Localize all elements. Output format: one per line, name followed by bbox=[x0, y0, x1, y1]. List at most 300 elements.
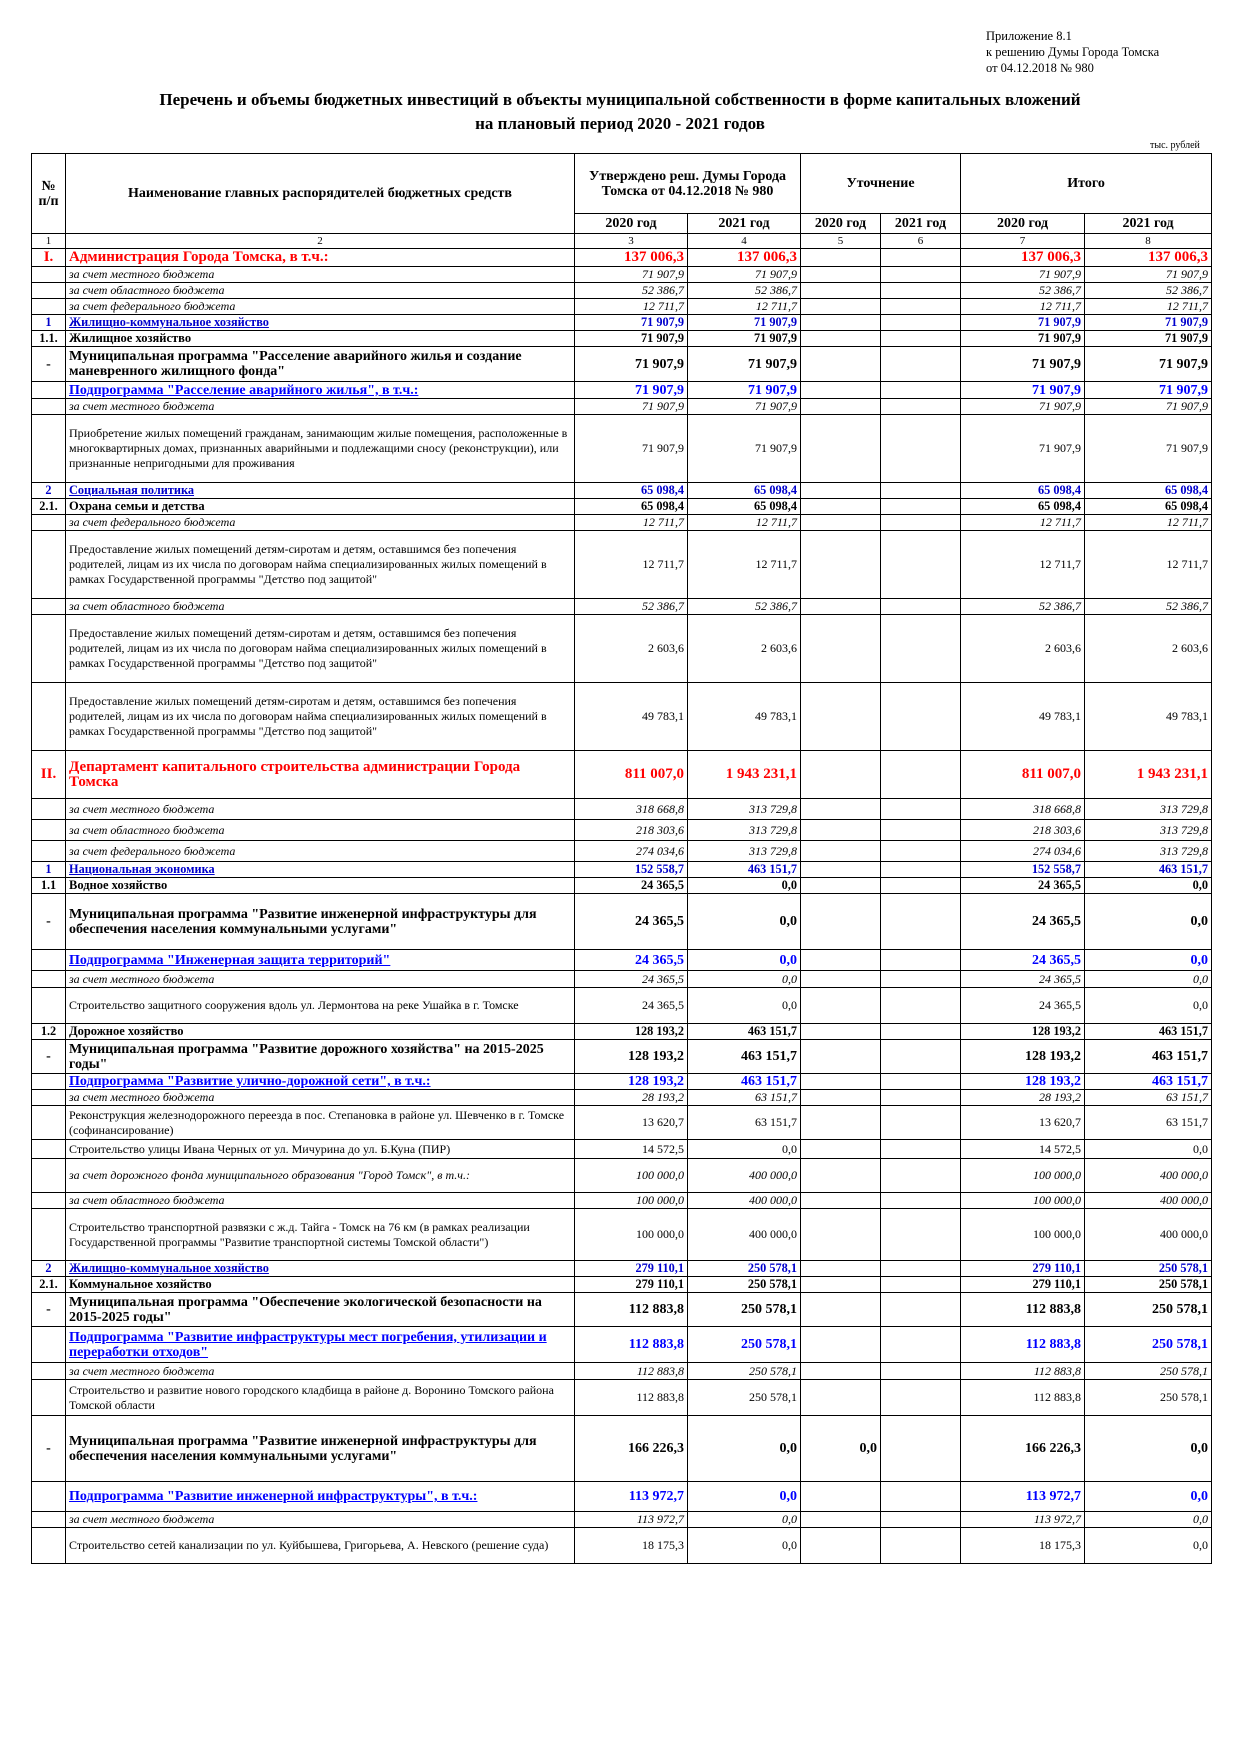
approved-2020-cell: 166 226,3 bbox=[575, 1416, 688, 1482]
change-2020-cell bbox=[801, 878, 881, 894]
funding-source-row bbox=[32, 1363, 1212, 1380]
total-2020-cell: 12 711,7 bbox=[961, 515, 1085, 531]
approved-2020-cell: 128 193,2 bbox=[575, 1040, 688, 1074]
total-2021-cell: 400 000,0 bbox=[1085, 1193, 1212, 1209]
change-2020-cell bbox=[801, 1140, 881, 1159]
approved-2020-cell: 152 558,7 bbox=[575, 862, 688, 878]
object-row bbox=[32, 415, 1212, 483]
title-line: на плановый период 2020 - 2021 годов bbox=[475, 114, 765, 133]
row-number: 1.2 bbox=[32, 1024, 66, 1040]
change-2020-cell bbox=[801, 415, 881, 483]
change-2020-cell bbox=[801, 283, 881, 299]
row-name: за счет дорожного фонда муниципального образования "Город Томск", в т.ч.: bbox=[66, 1159, 575, 1193]
approved-2020-cell: 279 110,1 bbox=[575, 1261, 688, 1277]
approved-2021-cell: 0,0 bbox=[688, 1482, 801, 1512]
subsection-row bbox=[32, 878, 1212, 894]
total-2021-cell: 250 578,1 bbox=[1085, 1261, 1212, 1277]
approved-2020-cell: 24 365,5 bbox=[575, 894, 688, 950]
change-2021-cell bbox=[881, 1380, 961, 1416]
appendix-line: к решению Думы Города Томска bbox=[986, 45, 1160, 59]
approved-2021-cell: 313 729,8 bbox=[688, 820, 801, 841]
total-2020-cell: 12 711,7 bbox=[961, 531, 1085, 599]
header-year: 2021 год bbox=[688, 214, 801, 234]
document-title bbox=[0, 88, 1240, 136]
approved-2021-cell: 0,0 bbox=[688, 971, 801, 988]
total-2021-cell: 12 711,7 bbox=[1085, 531, 1212, 599]
change-2021-cell bbox=[881, 1106, 961, 1140]
object-row bbox=[32, 531, 1212, 599]
column-numbers-row bbox=[32, 234, 1212, 249]
change-2021-cell bbox=[881, 249, 961, 267]
total-2021-cell: 313 729,8 bbox=[1085, 820, 1212, 841]
change-2021-cell bbox=[881, 347, 961, 382]
total-2021-cell: 0,0 bbox=[1085, 971, 1212, 988]
total-2021-cell: 71 907,9 bbox=[1085, 315, 1212, 331]
change-2021-cell bbox=[881, 820, 961, 841]
row-name: Строительство сетей канализации по ул. Куйбышева, Григорьева, А. Невского (решение суда) bbox=[66, 1528, 575, 1564]
total-2021-cell: 250 578,1 bbox=[1085, 1327, 1212, 1363]
change-2020-cell bbox=[801, 1482, 881, 1512]
approved-2021-cell: 71 907,9 bbox=[688, 315, 801, 331]
total-2020-cell: 166 226,3 bbox=[961, 1416, 1085, 1482]
row-number bbox=[32, 1140, 66, 1159]
funding-source-row bbox=[32, 820, 1212, 841]
change-2021-cell bbox=[881, 878, 961, 894]
total-2020-cell: 65 098,4 bbox=[961, 499, 1085, 515]
change-2021-cell bbox=[881, 615, 961, 683]
total-2021-cell: 250 578,1 bbox=[1085, 1277, 1212, 1293]
row-number: II. bbox=[32, 751, 66, 799]
change-2020-cell bbox=[801, 249, 881, 267]
funding-source-row bbox=[32, 599, 1212, 615]
change-2020-cell bbox=[801, 1277, 881, 1293]
change-2021-cell bbox=[881, 299, 961, 315]
change-2020-cell bbox=[801, 515, 881, 531]
change-2021-cell bbox=[881, 751, 961, 799]
approved-2020-cell: 71 907,9 bbox=[575, 331, 688, 347]
total-2020-cell: 52 386,7 bbox=[961, 283, 1085, 299]
approved-2021-cell: 313 729,8 bbox=[688, 841, 801, 862]
subprogram-row bbox=[32, 1074, 1212, 1090]
total-2021-cell: 313 729,8 bbox=[1085, 841, 1212, 862]
row-name: Национальная экономика bbox=[66, 862, 575, 878]
approved-2020-cell: 112 883,8 bbox=[575, 1293, 688, 1327]
column-number: 5 bbox=[801, 234, 881, 249]
total-2021-cell: 63 151,7 bbox=[1085, 1106, 1212, 1140]
total-2020-cell: 137 006,3 bbox=[961, 249, 1085, 267]
row-number bbox=[32, 382, 66, 399]
subprogram-row bbox=[32, 382, 1212, 399]
row-name: Муниципальная программа "Развитие инженерной инфраструктуры для обеспечения населения коммунальными услугами" bbox=[66, 1416, 575, 1482]
funding-source-row bbox=[32, 799, 1212, 820]
approved-2020-cell: 128 193,2 bbox=[575, 1024, 688, 1040]
row-name: Строительство защитного сооружения вдоль ул. Лермонтова на реке Ушайка в г. Томске bbox=[66, 988, 575, 1024]
row-number: - bbox=[32, 1040, 66, 1074]
change-2020-cell bbox=[801, 820, 881, 841]
row-name: за счет местного бюджета bbox=[66, 1363, 575, 1380]
row-number: - bbox=[32, 1416, 66, 1482]
row-name: Строительство транспортной развязки с ж.д. Тайга - Томск на 76 км (в рамках реализации Государственной программы "Развитие транспортной системы Томской области") bbox=[66, 1209, 575, 1261]
change-2020-cell bbox=[801, 267, 881, 283]
row-name: Жилищно-коммунальное хозяйство bbox=[66, 1261, 575, 1277]
row-number bbox=[32, 971, 66, 988]
total-2021-cell: 463 151,7 bbox=[1085, 1040, 1212, 1074]
column-number: 4 bbox=[688, 234, 801, 249]
row-name: Предоставление жилых помещений детям-сиротам и детям, оставшимся без попечения родителей, лицам из их числа по договорам найма специализированных жилых помещений в рамках Государственной программы "Детство под защитой" bbox=[66, 615, 575, 683]
change-2021-cell bbox=[881, 331, 961, 347]
funding-source-row bbox=[32, 1159, 1212, 1193]
approved-2021-cell: 12 711,7 bbox=[688, 515, 801, 531]
approved-2020-cell: 24 365,5 bbox=[575, 878, 688, 894]
total-2020-cell: 71 907,9 bbox=[961, 331, 1085, 347]
approved-2021-cell: 137 006,3 bbox=[688, 249, 801, 267]
table-header bbox=[32, 154, 1212, 249]
approved-2020-cell: 137 006,3 bbox=[575, 249, 688, 267]
approved-2020-cell: 71 907,9 bbox=[575, 315, 688, 331]
row-number: 2 bbox=[32, 483, 66, 499]
approved-2021-cell: 71 907,9 bbox=[688, 347, 801, 382]
change-2020-cell bbox=[801, 347, 881, 382]
change-2021-cell bbox=[881, 599, 961, 615]
program-row bbox=[32, 1416, 1212, 1482]
total-2021-cell: 1 943 231,1 bbox=[1085, 751, 1212, 799]
approved-2020-cell: 12 711,7 bbox=[575, 299, 688, 315]
appendix-line: Приложение 8.1 bbox=[986, 29, 1072, 43]
total-2020-cell: 28 193,2 bbox=[961, 1090, 1085, 1106]
funding-source-row bbox=[32, 283, 1212, 299]
total-2021-cell: 49 783,1 bbox=[1085, 683, 1212, 751]
approved-2021-cell: 52 386,7 bbox=[688, 283, 801, 299]
row-number bbox=[32, 415, 66, 483]
funding-source-row bbox=[32, 971, 1212, 988]
total-2021-cell: 0,0 bbox=[1085, 1528, 1212, 1564]
total-2020-cell: 12 711,7 bbox=[961, 299, 1085, 315]
change-2021-cell bbox=[881, 399, 961, 415]
total-2020-cell: 71 907,9 bbox=[961, 315, 1085, 331]
total-2021-cell: 0,0 bbox=[1085, 1512, 1212, 1528]
row-name: за счет областного бюджета bbox=[66, 820, 575, 841]
approved-2020-cell: 65 098,4 bbox=[575, 483, 688, 499]
approved-2021-cell: 463 151,7 bbox=[688, 1040, 801, 1074]
row-number: 2.1. bbox=[32, 499, 66, 515]
change-2020-cell bbox=[801, 950, 881, 971]
header-year: 2021 год bbox=[1085, 214, 1212, 234]
change-2020-cell bbox=[801, 751, 881, 799]
approved-2020-cell: 274 034,6 bbox=[575, 841, 688, 862]
column-number: 1 bbox=[32, 234, 66, 249]
change-2020-cell bbox=[801, 315, 881, 331]
total-2021-cell: 71 907,9 bbox=[1085, 415, 1212, 483]
row-number bbox=[32, 1159, 66, 1193]
total-2021-cell: 65 098,4 bbox=[1085, 499, 1212, 515]
column-number: 6 bbox=[881, 234, 961, 249]
row-number bbox=[32, 267, 66, 283]
total-2020-cell: 152 558,7 bbox=[961, 862, 1085, 878]
change-2020-cell bbox=[801, 531, 881, 599]
total-2021-cell: 463 151,7 bbox=[1085, 862, 1212, 878]
approved-2021-cell: 71 907,9 bbox=[688, 415, 801, 483]
change-2021-cell bbox=[881, 1277, 961, 1293]
change-2020-cell bbox=[801, 1380, 881, 1416]
change-2021-cell bbox=[881, 1193, 961, 1209]
approved-2020-cell: 18 175,3 bbox=[575, 1528, 688, 1564]
approved-2021-cell: 12 711,7 bbox=[688, 531, 801, 599]
total-2021-cell: 12 711,7 bbox=[1085, 515, 1212, 531]
total-2020-cell: 113 972,7 bbox=[961, 1512, 1085, 1528]
total-2020-cell: 71 907,9 bbox=[961, 415, 1085, 483]
row-number bbox=[32, 1528, 66, 1564]
change-2021-cell bbox=[881, 315, 961, 331]
approved-2020-cell: 100 000,0 bbox=[575, 1193, 688, 1209]
object-row bbox=[32, 1209, 1212, 1261]
row-name: Строительство и развитие нового городского кладбища в районе д. Воронино Томского района Томской области bbox=[66, 1380, 575, 1416]
funding-source-row bbox=[32, 841, 1212, 862]
row-number: 1.1 bbox=[32, 878, 66, 894]
total-2021-cell: 52 386,7 bbox=[1085, 283, 1212, 299]
row-number bbox=[32, 799, 66, 820]
total-2021-cell: 250 578,1 bbox=[1085, 1363, 1212, 1380]
approved-2021-cell: 250 578,1 bbox=[688, 1277, 801, 1293]
appendix-line: от 04.12.2018 № 980 bbox=[986, 61, 1094, 75]
row-number bbox=[32, 299, 66, 315]
total-2020-cell: 24 365,5 bbox=[961, 971, 1085, 988]
change-2020-cell bbox=[801, 1106, 881, 1140]
row-name: за счет областного бюджета bbox=[66, 283, 575, 299]
row-name: за счет местного бюджета bbox=[66, 1512, 575, 1528]
approved-2020-cell: 24 365,5 bbox=[575, 988, 688, 1024]
total-2020-cell: 279 110,1 bbox=[961, 1277, 1085, 1293]
row-number: 2 bbox=[32, 1261, 66, 1277]
approved-2021-cell: 250 578,1 bbox=[688, 1363, 801, 1380]
row-name: за счет местного бюджета bbox=[66, 971, 575, 988]
change-2021-cell bbox=[881, 1140, 961, 1159]
approved-2020-cell: 28 193,2 bbox=[575, 1090, 688, 1106]
row-number: 1 bbox=[32, 862, 66, 878]
row-name: Муниципальная программа "Развитие инженерной инфраструктуры для обеспечения населения коммунальными услугами" bbox=[66, 894, 575, 950]
row-number bbox=[32, 599, 66, 615]
change-2020-cell bbox=[801, 683, 881, 751]
total-2020-cell: 65 098,4 bbox=[961, 483, 1085, 499]
approved-2021-cell: 400 000,0 bbox=[688, 1209, 801, 1261]
funding-source-row bbox=[32, 299, 1212, 315]
row-number bbox=[32, 615, 66, 683]
row-name: за счет местного бюджета bbox=[66, 267, 575, 283]
units-label: тыс. рублей bbox=[1150, 140, 1200, 151]
approved-2021-cell: 250 578,1 bbox=[688, 1327, 801, 1363]
change-2020-cell bbox=[801, 499, 881, 515]
change-2021-cell bbox=[881, 841, 961, 862]
approved-2020-cell: 318 668,8 bbox=[575, 799, 688, 820]
approved-2020-cell: 811 007,0 bbox=[575, 751, 688, 799]
change-2021-cell bbox=[881, 499, 961, 515]
total-2020-cell: 112 883,8 bbox=[961, 1293, 1085, 1327]
header-year: 2020 год bbox=[801, 214, 881, 234]
column-number: 2 bbox=[66, 234, 575, 249]
total-2020-cell: 100 000,0 bbox=[961, 1209, 1085, 1261]
change-2020-cell bbox=[801, 841, 881, 862]
approved-2021-cell: 71 907,9 bbox=[688, 399, 801, 415]
total-2020-cell: 49 783,1 bbox=[961, 683, 1085, 751]
change-2020-cell bbox=[801, 1261, 881, 1277]
subsection-row bbox=[32, 331, 1212, 347]
approved-2021-cell: 0,0 bbox=[688, 894, 801, 950]
approved-2021-cell: 463 151,7 bbox=[688, 1024, 801, 1040]
row-number: - bbox=[32, 1293, 66, 1327]
approved-2021-cell: 1 943 231,1 bbox=[688, 751, 801, 799]
change-2020-cell bbox=[801, 1040, 881, 1074]
object-row bbox=[32, 1140, 1212, 1159]
total-2021-cell: 400 000,0 bbox=[1085, 1159, 1212, 1193]
funding-source-row bbox=[32, 1090, 1212, 1106]
approved-2021-cell: 0,0 bbox=[688, 1528, 801, 1564]
approved-2020-cell: 71 907,9 bbox=[575, 267, 688, 283]
total-2020-cell: 24 365,5 bbox=[961, 988, 1085, 1024]
total-2020-cell: 100 000,0 bbox=[961, 1193, 1085, 1209]
total-2020-cell: 24 365,5 bbox=[961, 878, 1085, 894]
row-number bbox=[32, 1363, 66, 1380]
row-number bbox=[32, 283, 66, 299]
total-2021-cell: 0,0 bbox=[1085, 988, 1212, 1024]
section-row bbox=[32, 315, 1212, 331]
department-row bbox=[32, 249, 1212, 267]
row-name: Предоставление жилых помещений детям-сиротам и детям, оставшимся без попечения родителей, лицам из их числа по договорам найма специализированных жилых помещений в рамках Государственной программы "Детство под защитой" bbox=[66, 531, 575, 599]
approved-2021-cell: 463 151,7 bbox=[688, 862, 801, 878]
appendix-note bbox=[986, 28, 1226, 76]
change-2020-cell bbox=[801, 1512, 881, 1528]
change-2020-cell bbox=[801, 1528, 881, 1564]
row-number bbox=[32, 950, 66, 971]
row-name: Строительство улицы Ивана Черных от ул. Мичурина до ул. Б.Куна (ПИР) bbox=[66, 1140, 575, 1159]
total-2020-cell: 218 303,6 bbox=[961, 820, 1085, 841]
change-2021-cell bbox=[881, 382, 961, 399]
funding-source-row bbox=[32, 267, 1212, 283]
approved-2020-cell: 71 907,9 bbox=[575, 399, 688, 415]
change-2021-cell bbox=[881, 1293, 961, 1327]
total-2020-cell: 71 907,9 bbox=[961, 399, 1085, 415]
funding-source-row bbox=[32, 1193, 1212, 1209]
total-2021-cell: 52 386,7 bbox=[1085, 599, 1212, 615]
total-2020-cell: 128 193,2 bbox=[961, 1024, 1085, 1040]
approved-2020-cell: 128 193,2 bbox=[575, 1074, 688, 1090]
object-row bbox=[32, 988, 1212, 1024]
row-name: Департамент капитального строительства администрации Города Томска bbox=[66, 751, 575, 799]
change-2021-cell bbox=[881, 283, 961, 299]
total-2021-cell: 63 151,7 bbox=[1085, 1090, 1212, 1106]
change-2021-cell bbox=[881, 988, 961, 1024]
row-number: 1.1. bbox=[32, 331, 66, 347]
change-2020-cell bbox=[801, 799, 881, 820]
total-2021-cell: 400 000,0 bbox=[1085, 1209, 1212, 1261]
total-2020-cell: 279 110,1 bbox=[961, 1261, 1085, 1277]
row-number bbox=[32, 1209, 66, 1261]
total-2020-cell: 24 365,5 bbox=[961, 950, 1085, 971]
approved-2020-cell: 49 783,1 bbox=[575, 683, 688, 751]
approved-2020-cell: 112 883,8 bbox=[575, 1380, 688, 1416]
row-number bbox=[32, 515, 66, 531]
row-number: - bbox=[32, 894, 66, 950]
subsection-row bbox=[32, 1024, 1212, 1040]
change-2021-cell bbox=[881, 1074, 961, 1090]
total-2021-cell: 65 098,4 bbox=[1085, 483, 1212, 499]
subprogram-row bbox=[32, 950, 1212, 971]
row-name: за счет федерального бюджета bbox=[66, 515, 575, 531]
row-name: Жилищное хозяйство bbox=[66, 331, 575, 347]
approved-2020-cell: 12 711,7 bbox=[575, 515, 688, 531]
total-2021-cell: 463 151,7 bbox=[1085, 1074, 1212, 1090]
funding-source-row bbox=[32, 399, 1212, 415]
approved-2021-cell: 0,0 bbox=[688, 1416, 801, 1482]
approved-2020-cell: 113 972,7 bbox=[575, 1482, 688, 1512]
row-name: Реконструкция железнодорожного переезда в пос. Степановка в районе ул. Шевченко в г. Томске (софинансирование) bbox=[66, 1106, 575, 1140]
approved-2021-cell: 2 603,6 bbox=[688, 615, 801, 683]
change-2021-cell bbox=[881, 1528, 961, 1564]
row-number bbox=[32, 841, 66, 862]
change-2020-cell bbox=[801, 1209, 881, 1261]
total-2020-cell: 318 668,8 bbox=[961, 799, 1085, 820]
row-number bbox=[32, 1327, 66, 1363]
approved-2021-cell: 71 907,9 bbox=[688, 382, 801, 399]
approved-2020-cell: 14 572,5 bbox=[575, 1140, 688, 1159]
row-name: за счет местного бюджета bbox=[66, 1090, 575, 1106]
approved-2020-cell: 71 907,9 bbox=[575, 415, 688, 483]
row-number: - bbox=[32, 347, 66, 382]
row-number: 2.1. bbox=[32, 1277, 66, 1293]
header-year: 2021 год bbox=[881, 214, 961, 234]
total-2021-cell: 463 151,7 bbox=[1085, 1024, 1212, 1040]
change-2021-cell bbox=[881, 799, 961, 820]
approved-2021-cell: 71 907,9 bbox=[688, 267, 801, 283]
total-2021-cell: 0,0 bbox=[1085, 1482, 1212, 1512]
header-year: 2020 год bbox=[961, 214, 1085, 234]
approved-2020-cell: 65 098,4 bbox=[575, 499, 688, 515]
total-2020-cell: 14 572,5 bbox=[961, 1140, 1085, 1159]
change-2021-cell bbox=[881, 1482, 961, 1512]
approved-2021-cell: 400 000,0 bbox=[688, 1159, 801, 1193]
row-name: Подпрограмма "Развитие инженерной инфраструктуры", в т.ч.: bbox=[66, 1482, 575, 1512]
total-2020-cell: 71 907,9 bbox=[961, 267, 1085, 283]
change-2021-cell bbox=[881, 862, 961, 878]
total-2020-cell: 13 620,7 bbox=[961, 1106, 1085, 1140]
approved-2020-cell: 13 620,7 bbox=[575, 1106, 688, 1140]
program-row bbox=[32, 347, 1212, 382]
approved-2020-cell: 24 365,5 bbox=[575, 971, 688, 988]
row-name: за счет федерального бюджета bbox=[66, 299, 575, 315]
change-2020-cell bbox=[801, 399, 881, 415]
total-2021-cell: 313 729,8 bbox=[1085, 799, 1212, 820]
total-2020-cell: 274 034,6 bbox=[961, 841, 1085, 862]
program-row bbox=[32, 1040, 1212, 1074]
row-name: Приобретение жилых помещений гражданам, занимающим жилые помещения, расположенные в многоквартирных домах, признанных аварийными и подлежащими сносу (реконструкции), или признанные непригодными для проживания bbox=[66, 415, 575, 483]
department-row bbox=[32, 751, 1212, 799]
total-2021-cell: 71 907,9 bbox=[1085, 347, 1212, 382]
row-name: Коммунальное хозяйство bbox=[66, 1277, 575, 1293]
subsection-row bbox=[32, 499, 1212, 515]
row-name: Охрана семьи и детства bbox=[66, 499, 575, 515]
row-name: за счет местного бюджета bbox=[66, 399, 575, 415]
approved-2021-cell: 65 098,4 bbox=[688, 483, 801, 499]
row-name: Муниципальная программа "Обеспечение экологической безопасности на 2015-2025 годы" bbox=[66, 1293, 575, 1327]
row-name: Подпрограмма "Развитие улично-дорожной сети", в т.ч.: bbox=[66, 1074, 575, 1090]
total-2020-cell: 112 883,8 bbox=[961, 1327, 1085, 1363]
total-2021-cell: 0,0 bbox=[1085, 894, 1212, 950]
subprogram-row bbox=[32, 1327, 1212, 1363]
approved-2020-cell: 279 110,1 bbox=[575, 1277, 688, 1293]
approved-2020-cell: 12 711,7 bbox=[575, 531, 688, 599]
change-2021-cell bbox=[881, 1090, 961, 1106]
column-number: 8 bbox=[1085, 234, 1212, 249]
row-name: Муниципальная программа "Развитие дорожного хозяйства" на 2015-2025 годы" bbox=[66, 1040, 575, 1074]
approved-2021-cell: 400 000,0 bbox=[688, 1193, 801, 1209]
